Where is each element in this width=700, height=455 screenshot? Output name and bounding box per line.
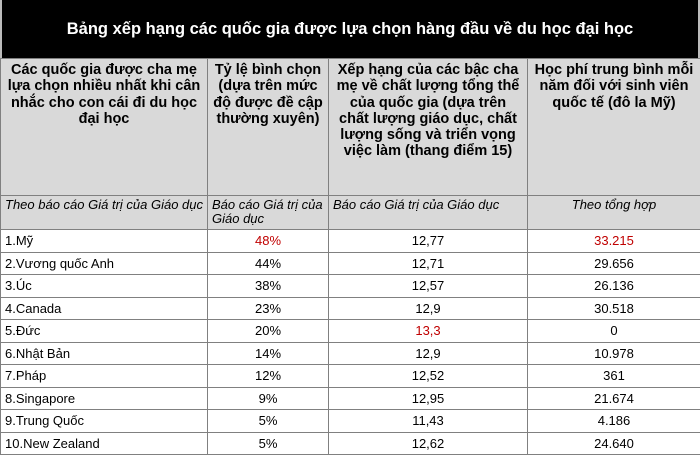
fee-cell: 4.186 xyxy=(528,410,700,433)
percent-cell: 44% xyxy=(208,252,329,275)
country-name: Pháp xyxy=(16,368,46,383)
score-cell: 12,77 xyxy=(329,230,528,253)
rank-number: 9. xyxy=(5,413,16,428)
header-row xyxy=(1,59,700,196)
country-cell xyxy=(1,230,208,253)
rank-number: 1. xyxy=(5,233,16,248)
percent-cell: 38% xyxy=(208,275,329,298)
percent-cell: 12% xyxy=(208,365,329,388)
rank-number: 8. xyxy=(5,391,16,406)
country-name: Úc xyxy=(16,278,32,293)
percent-cell: 20% xyxy=(208,320,329,343)
score-cell: 12,52 xyxy=(329,365,528,388)
country-cell xyxy=(1,342,208,365)
rank-number: 10. xyxy=(5,436,23,451)
country-cell xyxy=(1,365,208,388)
table-row xyxy=(1,432,700,455)
percent-cell: 14% xyxy=(208,342,329,365)
country-name: Đức xyxy=(16,323,41,338)
country-cell xyxy=(1,252,208,275)
score-cell: 12,9 xyxy=(329,342,528,365)
fee-cell: 26.136 xyxy=(528,275,700,298)
percent-cell: 5% xyxy=(208,432,329,455)
fee-cell: 21.674 xyxy=(528,387,700,410)
source-row xyxy=(1,196,700,230)
source-score: Báo cáo Giá trị của Giáo dục xyxy=(329,196,528,230)
country-cell xyxy=(1,410,208,433)
country-cell xyxy=(1,320,208,343)
table-title: Bảng xếp hạng các quốc gia được lựa chọn hàng đầu về du học đại học xyxy=(0,0,700,58)
percent-cell: 9% xyxy=(208,387,329,410)
ranking-table xyxy=(0,58,700,455)
fee-cell: 361 xyxy=(528,365,700,388)
fee-cell: 30.518 xyxy=(528,297,700,320)
score-cell: 12,9 xyxy=(329,297,528,320)
country-name: New Zealand xyxy=(23,436,100,451)
score-cell: 12,62 xyxy=(329,432,528,455)
country-name: Nhật Bản xyxy=(16,346,70,361)
rank-number: 5. xyxy=(5,323,16,338)
country-cell xyxy=(1,297,208,320)
score-cell: 13,3 xyxy=(329,320,528,343)
country-name: Trung Quốc xyxy=(16,413,84,428)
rank-number: 2. xyxy=(5,256,16,271)
country-name: Singapore xyxy=(16,391,75,406)
source-fee: Theo tổng hợp xyxy=(528,196,700,230)
table-row xyxy=(1,297,700,320)
table-row xyxy=(1,320,700,343)
country-cell xyxy=(1,275,208,298)
header-country: Các quốc gia được cha mẹ lựa chọn nhiều nhất khi cân nhắc cho con cái đi du học đại học xyxy=(1,59,208,196)
table-row xyxy=(1,387,700,410)
header-score: Xếp hạng của các bậc cha mẹ về chất lượng tổng thể của quốc gia (dựa trên chất lượng giáo dục, chất lượng sống và triển vọng việc làm (thang điểm 15) xyxy=(329,59,528,196)
score-cell: 11,43 xyxy=(329,410,528,433)
country-name: Mỹ xyxy=(16,233,33,248)
score-cell: 12,71 xyxy=(329,252,528,275)
fee-cell: 33.215 xyxy=(528,230,700,253)
percent-cell: 48% xyxy=(208,230,329,253)
source-country: Theo báo cáo Giá trị của Giáo dục xyxy=(1,196,208,230)
table-row xyxy=(1,410,700,433)
table-row xyxy=(1,252,700,275)
rank-number: 4. xyxy=(5,301,16,316)
score-cell: 12,95 xyxy=(329,387,528,410)
fee-cell: 29.656 xyxy=(528,252,700,275)
percent-cell: 5% xyxy=(208,410,329,433)
rank-number: 7. xyxy=(5,368,16,383)
table-row xyxy=(1,365,700,388)
country-cell xyxy=(1,432,208,455)
country-cell xyxy=(1,387,208,410)
table-row xyxy=(1,275,700,298)
fee-cell: 10.978 xyxy=(528,342,700,365)
source-percent: Báo cáo Giá trị của Giáo dục xyxy=(208,196,329,230)
country-name: Canada xyxy=(16,301,62,316)
table-row xyxy=(1,230,700,253)
table-row xyxy=(1,342,700,365)
score-cell: 12,57 xyxy=(329,275,528,298)
rank-number: 3. xyxy=(5,278,16,293)
country-name: Vương quốc Anh xyxy=(16,256,114,271)
fee-cell: 24.640 xyxy=(528,432,700,455)
header-fee: Học phí trung bình mỗi năm đối với sinh viên quốc tế (đô la Mỹ) xyxy=(528,59,700,196)
percent-cell: 23% xyxy=(208,297,329,320)
header-percent: Tỷ lệ bình chọn (dựa trên mức độ được đề cập thường xuyên) xyxy=(208,59,329,196)
fee-cell: 0 xyxy=(528,320,700,343)
rank-number: 6. xyxy=(5,346,16,361)
